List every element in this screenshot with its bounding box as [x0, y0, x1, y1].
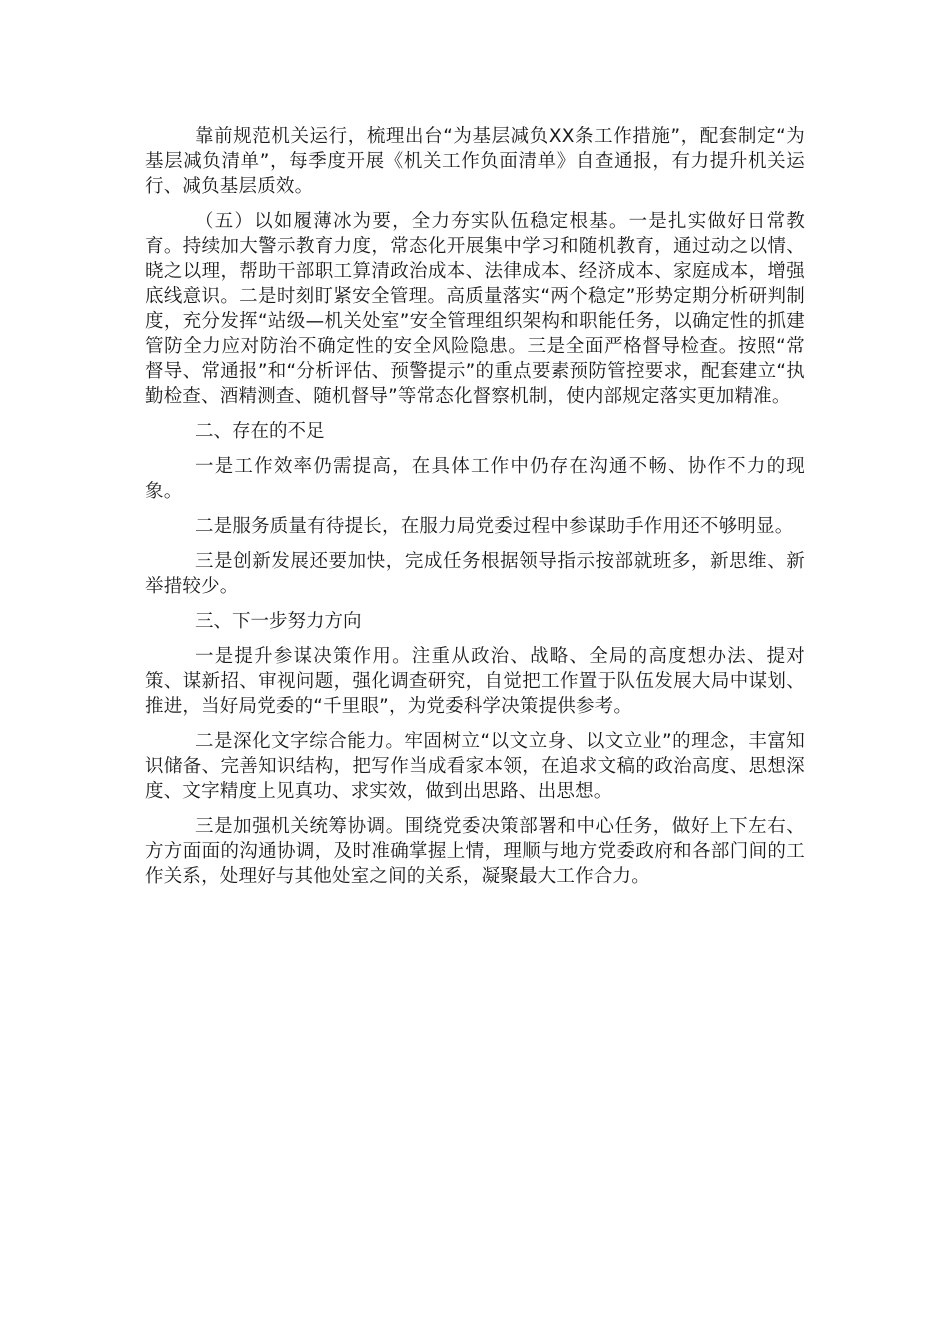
section-heading-shortcomings: 二、存在的不足 [195, 421, 325, 442]
paragraph-next-step-2: 二是深化文字综合能力。牢固树立“以文立身、以文立业”的理念，丰富知识储备、完善知识结构，把写作当成看家本领，在追求文稿的政治高度、思想深度、文字精度上见真功、求实效，做到出思路、出思想。 [145, 731, 805, 802]
paragraph-shortcoming-2: 二是服务质量有待提长，在服力局党委过程中参谋助手作用还不够明显。 [195, 516, 794, 537]
document-page [145, 124, 805, 899]
section-heading-next-steps: 三、下一步努力方向 [195, 611, 362, 632]
paragraph-team-stability: （五）以如履薄冰为要，全力夯实队伍稳定根基。一是扎实做好日常教育。持续加大警示教育力度，常态化开展集中学习和随机教育，通过动之以情、晓之以理，帮助干部职工算清政治成本、法律成本、经济成本、家庭成本，增强底线意识。二是时刻盯紧安全管理。高质量落实“两个稳定”形势定期分析研判制度，充分发挥“站级—机关处室”安全管理组织架构和职能任务，以确定性的抓建管防全力应对防治不确定性的安全风险隐患。三是全面严格督导检查。按照“常督导、常通报”和“分析评估、预警提示”的重点要素预防管控要求，配套建立“执勤检查、酒精测查、随机督导”等常态化督察机制，使内部规定落实更加精准。 [145, 211, 805, 407]
paragraph-next-step-3: 三是加强机关统筹协调。围绕党委决策部署和中心任务，做好上下左右、方方面面的沟通协调，及时准确掌握上情，理顺与地方党委政府和各部门间的工作关系，处理好与其他处室之间的关系，凝聚最大工作合力。 [145, 816, 805, 887]
paragraph-shortcoming-3: 三是创新发展还要加快，完成任务根据领导指示按部就班多，新思维、新举措较少。 [145, 551, 805, 597]
paragraph-agency-operation: 靠前规范机关运行，梳理出台“为基层减负XX条工作措施”，配套制定“为基层减负清单”，每季度开展《机关工作负面清单》自查通报，有力提升机关运行、减负基层质效。 [145, 126, 805, 197]
paragraph-shortcoming-1: 一是工作效率仍需提高，在具体工作中仍存在沟通不畅、协作不力的现象。 [145, 456, 805, 502]
paragraph-next-step-1: 一是提升参谋决策作用。注重从政治、战略、全局的高度想办法、提对策、谋新招、审视问题，强化调查研究，自觉把工作置于队伍发展大局中谋划、推进，当好局党委的“千里眼”，为党委科学决策提供参考。 [145, 646, 805, 717]
